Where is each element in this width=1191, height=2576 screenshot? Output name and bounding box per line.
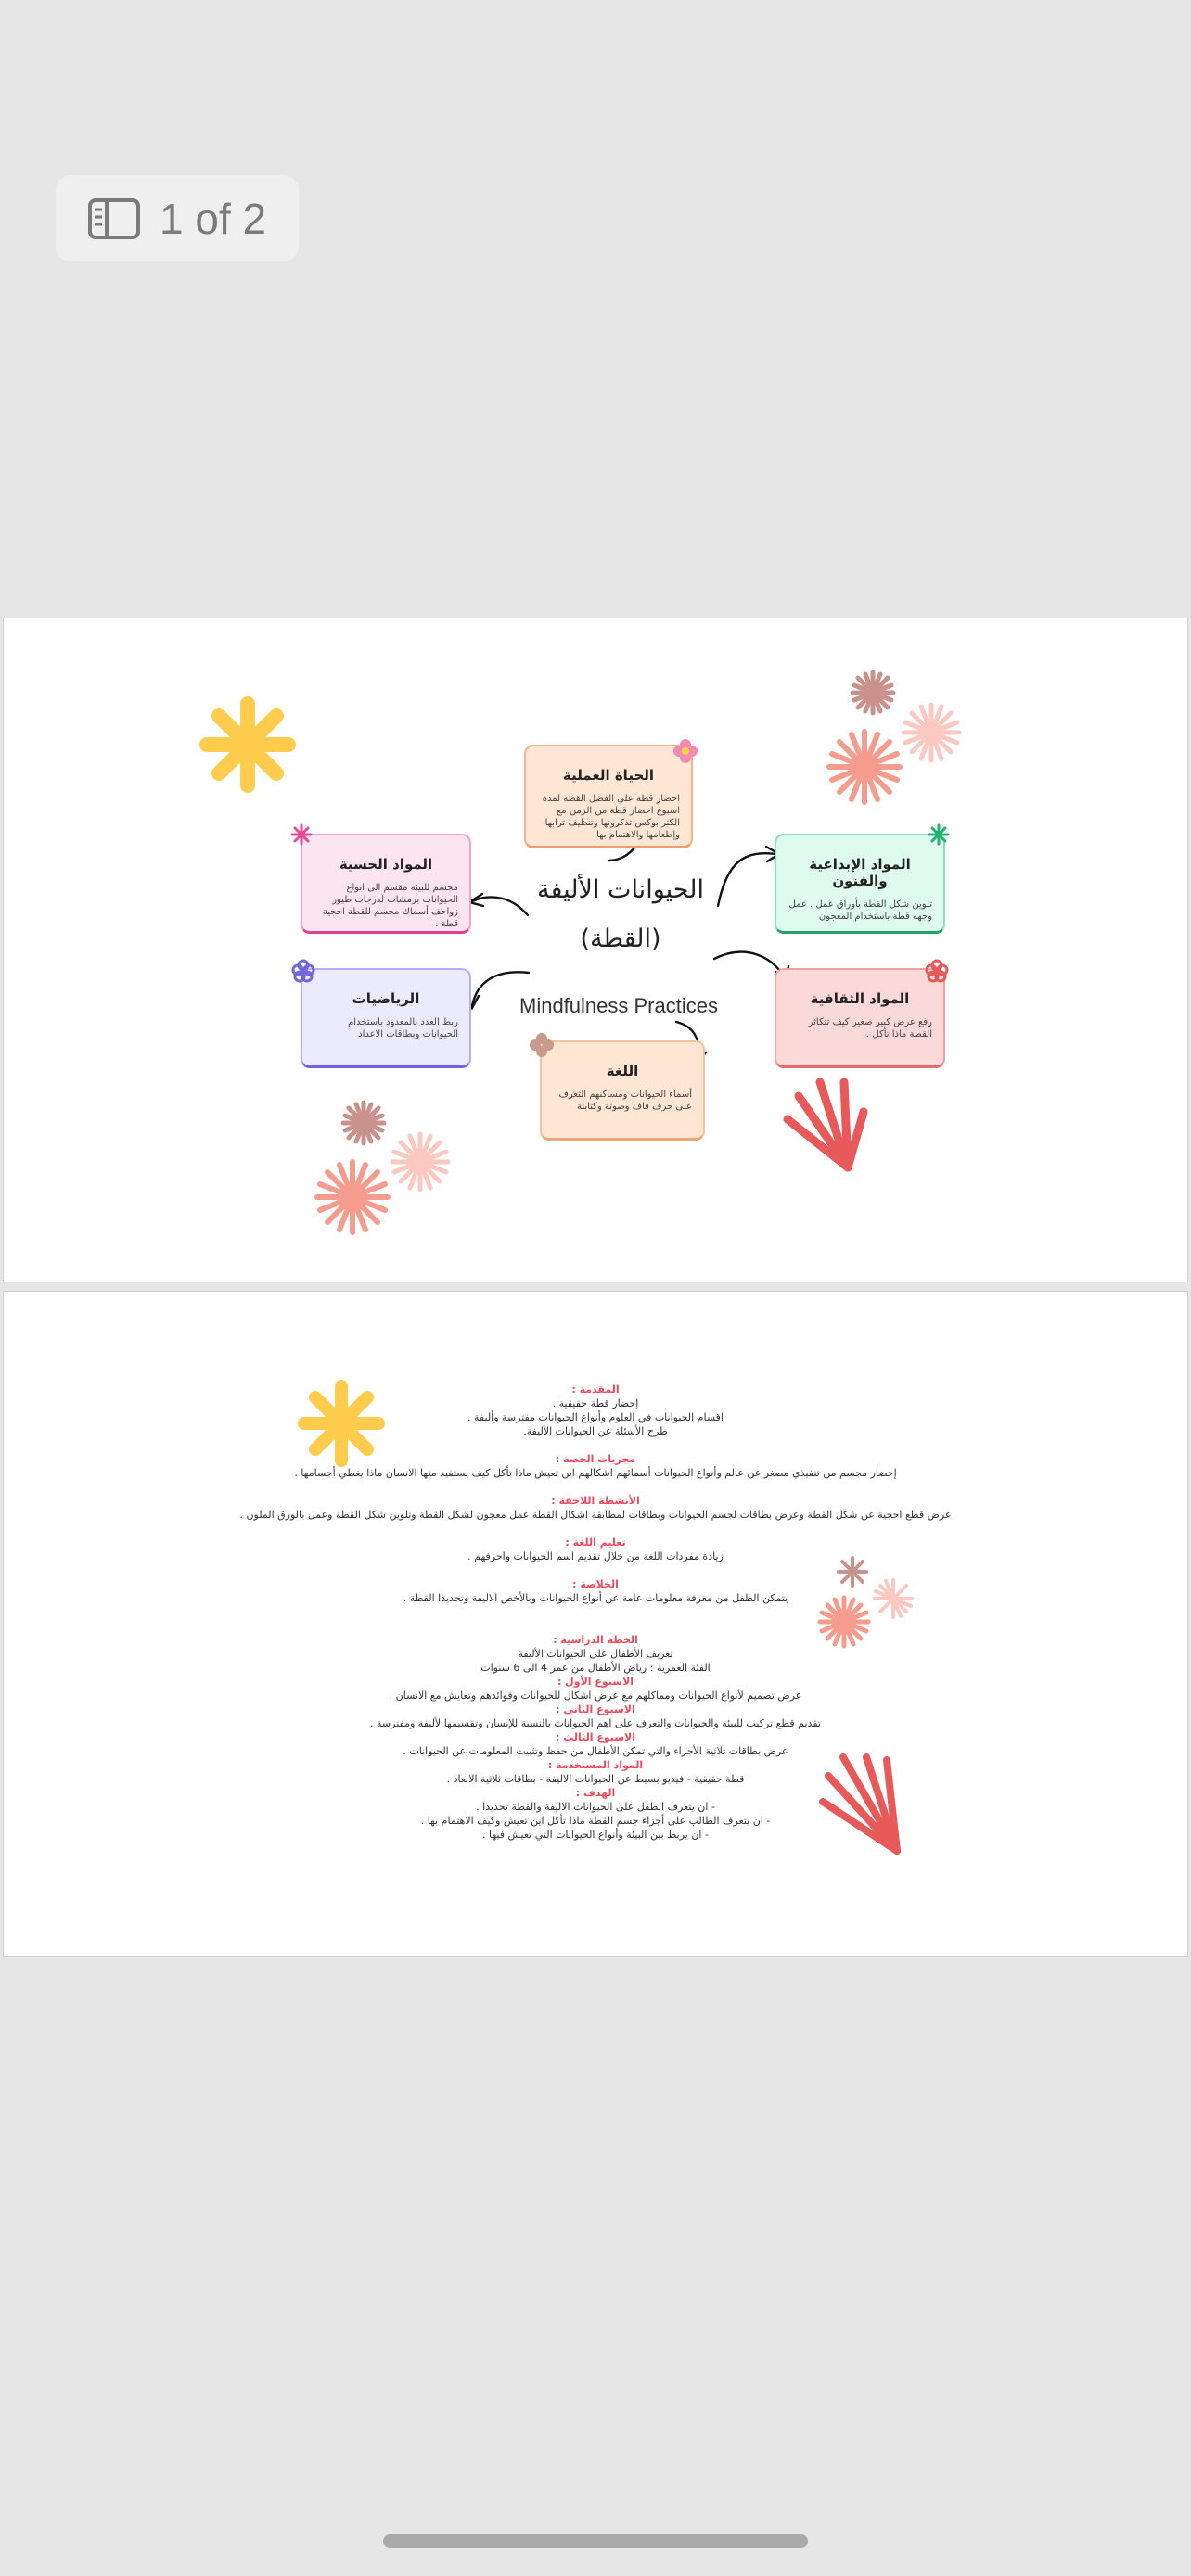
card-practical-life[interactable]: [524, 745, 693, 848]
line-gap: [4, 1438, 1187, 1452]
pink-flower-icon: [343, 1103, 384, 1143]
light-pink-flower-icon: [903, 705, 959, 760]
card-title: الحياة العملية: [562, 767, 655, 784]
text-line: طرح الأسئلة عن الحيوانات الأليفة.: [523, 1425, 668, 1437]
card-creative-arts[interactable]: [775, 834, 945, 934]
flower-icon: [672, 737, 699, 765]
card-body: رفع عرض كبير صغير كيف تتكاثر القطة ماذا تأكل .: [808, 1017, 932, 1039]
text-line: اقسام الحيوانات في العلوم وأنواع الحيوانات مفترسة وأليفة .: [467, 1411, 724, 1423]
page-thumbnail-icon: [87, 198, 141, 240]
card-cultural[interactable]: [775, 968, 945, 1068]
slide-2[interactable]: [4, 1292, 1187, 1956]
text-line: قطة حقيقية - فيديو بسيط عن الحيوانات الاليفة - بطاقات ثلاثية الابعاد .: [446, 1773, 745, 1785]
text-line: تقديم قطع تركيب للبيئة والحيوانات والتعرف على اهم الحيوانات بالنسبة للإنسان وتقسيمها لأليفة ومفترسة .: [370, 1717, 821, 1729]
card-title: المواد الإبداعية والفنون: [809, 856, 911, 889]
slide-title: الحيوانات الأليفة: [537, 875, 704, 904]
line-gap: [4, 1563, 1187, 1577]
section-heading: الاسبوع الأول :: [557, 1676, 634, 1688]
card-language[interactable]: [540, 1040, 705, 1141]
text-line: يتمكن الطفل من معرفة معلومات عامة عن أنواع الحيوانات وبالأخص الاليفة وتحديدا القطة .: [403, 1592, 788, 1604]
pink-flower-icon: [852, 672, 893, 713]
section-heading: المواد المستخدمة :: [547, 1759, 644, 1771]
card-title: اللغة: [606, 1063, 639, 1079]
flower-icon: [927, 823, 951, 847]
mindfulness-label: Mindfulness Practices: [519, 994, 718, 1017]
page-count-label: 1 of 2: [160, 194, 267, 243]
text-line: - ان يتعرف الطفل على الحيوانات الاليفة والقطة تحديدا .: [476, 1801, 715, 1813]
text-line: إحضار قطة حقيقية .: [552, 1397, 639, 1409]
yellow-flower-icon: [207, 704, 288, 785]
text-line: - ان يتعرف الطالب على أجزاء جسم القطة ماذا تأكل اين تعيش وكيف الاهتمام بها .: [420, 1815, 771, 1827]
card-title: المواد الثقافية: [810, 990, 910, 1007]
card-math[interactable]: [301, 968, 471, 1068]
section-heading: الاسبوع الثاني :: [556, 1703, 635, 1715]
text-line: - ان يربط بين البيئة وأنواع الحيوانات التي تعيش فيها .: [482, 1829, 709, 1841]
line-gap: [4, 1522, 1187, 1536]
salmon-flower-icon: [829, 732, 900, 802]
lesson-plan-text: [4, 1383, 1187, 1842]
card-sensory[interactable]: [301, 834, 471, 934]
slide-1[interactable]: [4, 618, 1187, 1282]
line-gap: [4, 1605, 1187, 1619]
card-body: أسماء الحيوانات ومساكنهم التعرف على حرف قاف وصوتة وكتابتة: [558, 1090, 692, 1112]
card-body: تلوين شكل القطة بأوراق عمل . عمل وجهه قطة باستخدام المعجون: [788, 899, 932, 922]
text-line: عرض قطع احجية عن شكل القطة وعرض بطاقات لجسم الحيوانات وبطاقات لمطابقة اشكال القطة عمل معجون لشكل القطة وتلوين شكل القطة وعمل بالورق الملون .: [239, 1509, 952, 1521]
slide-subtitle: (القطة): [580, 925, 661, 953]
section-heading: الاسبوع الثالث :: [555, 1731, 636, 1743]
salmon-flower-icon: [317, 1162, 388, 1232]
flower-icon: [527, 1030, 557, 1060]
section-heading: الهدف :: [575, 1787, 616, 1799]
coral-fan-icon: [788, 1082, 864, 1167]
text-line: زيادة مفردات اللغة من خلال تقديم اسم الحيوانات واحرفهم .: [467, 1550, 724, 1562]
text-line: تعريف الأطفال على الحيوانات الأليفة: [518, 1648, 673, 1660]
card-body: مجسم للبيئة مقسم الى انواع الحيوانات برمشات لدرجات طيور زواحف أسماك مجسم للقطة احجية قطة .: [322, 883, 458, 929]
line-gap: [4, 1480, 1187, 1494]
flower-icon: [923, 957, 951, 985]
flower-icon: [289, 957, 317, 985]
text-line: عرض بطاقات ثلاثية الأجزاء والتي تمكن الأطفال من حفظ وتثبيت المعلومات عن الحيوانات .: [403, 1745, 788, 1757]
text-line: عرض تصميم لأنواع الحيوانات ومماكلهم مع عرض اشكال للحيوانات وفوائدهم وتعايش مع الانسان .: [389, 1690, 802, 1702]
section-heading: الخطة الدراسية :: [553, 1634, 638, 1646]
card-body: ربط العدد بالمعدود باستخدام الحيوانات وبطاقات الاعداد: [348, 1017, 458, 1039]
section-heading: المقدمة :: [571, 1384, 620, 1396]
text-line: الفئة العمرية : رياض الأطفال من عمر 4 الى 6 سنوات: [480, 1662, 711, 1674]
section-heading: الأنشطة اللاحقة :: [551, 1495, 640, 1507]
flower-icon: [289, 823, 314, 847]
text-line: إحضار مجسم من تنفيذي مصغر عن عالم وأنواع الحيوانات أسمائهم اشكالهم اين تعيش ماذا تأكل كيف يستفيد منها الانسان ماذا يغطي أجسامها .: [294, 1467, 897, 1479]
line-gap: [4, 1619, 1187, 1633]
home-indicator[interactable]: [383, 2534, 808, 2548]
card-body: احضار قطة على الفصل القطة لمدة اسبوع احضار قطة من الزمن مع الكتر بوكس تذكرونها وتنظيف ترابها وإطعامها والاهتمام بها.: [542, 794, 680, 840]
section-heading: الخلاصة :: [572, 1578, 619, 1590]
light-pink-flower-icon: [392, 1134, 448, 1190]
section-heading: تعليم اللغة :: [565, 1537, 626, 1549]
section-heading: مجريات الحصة :: [555, 1453, 636, 1465]
page-indicator[interactable]: [56, 175, 299, 261]
card-title: المواد الحسية: [339, 856, 433, 873]
card-title: الرياضيات: [352, 990, 420, 1007]
